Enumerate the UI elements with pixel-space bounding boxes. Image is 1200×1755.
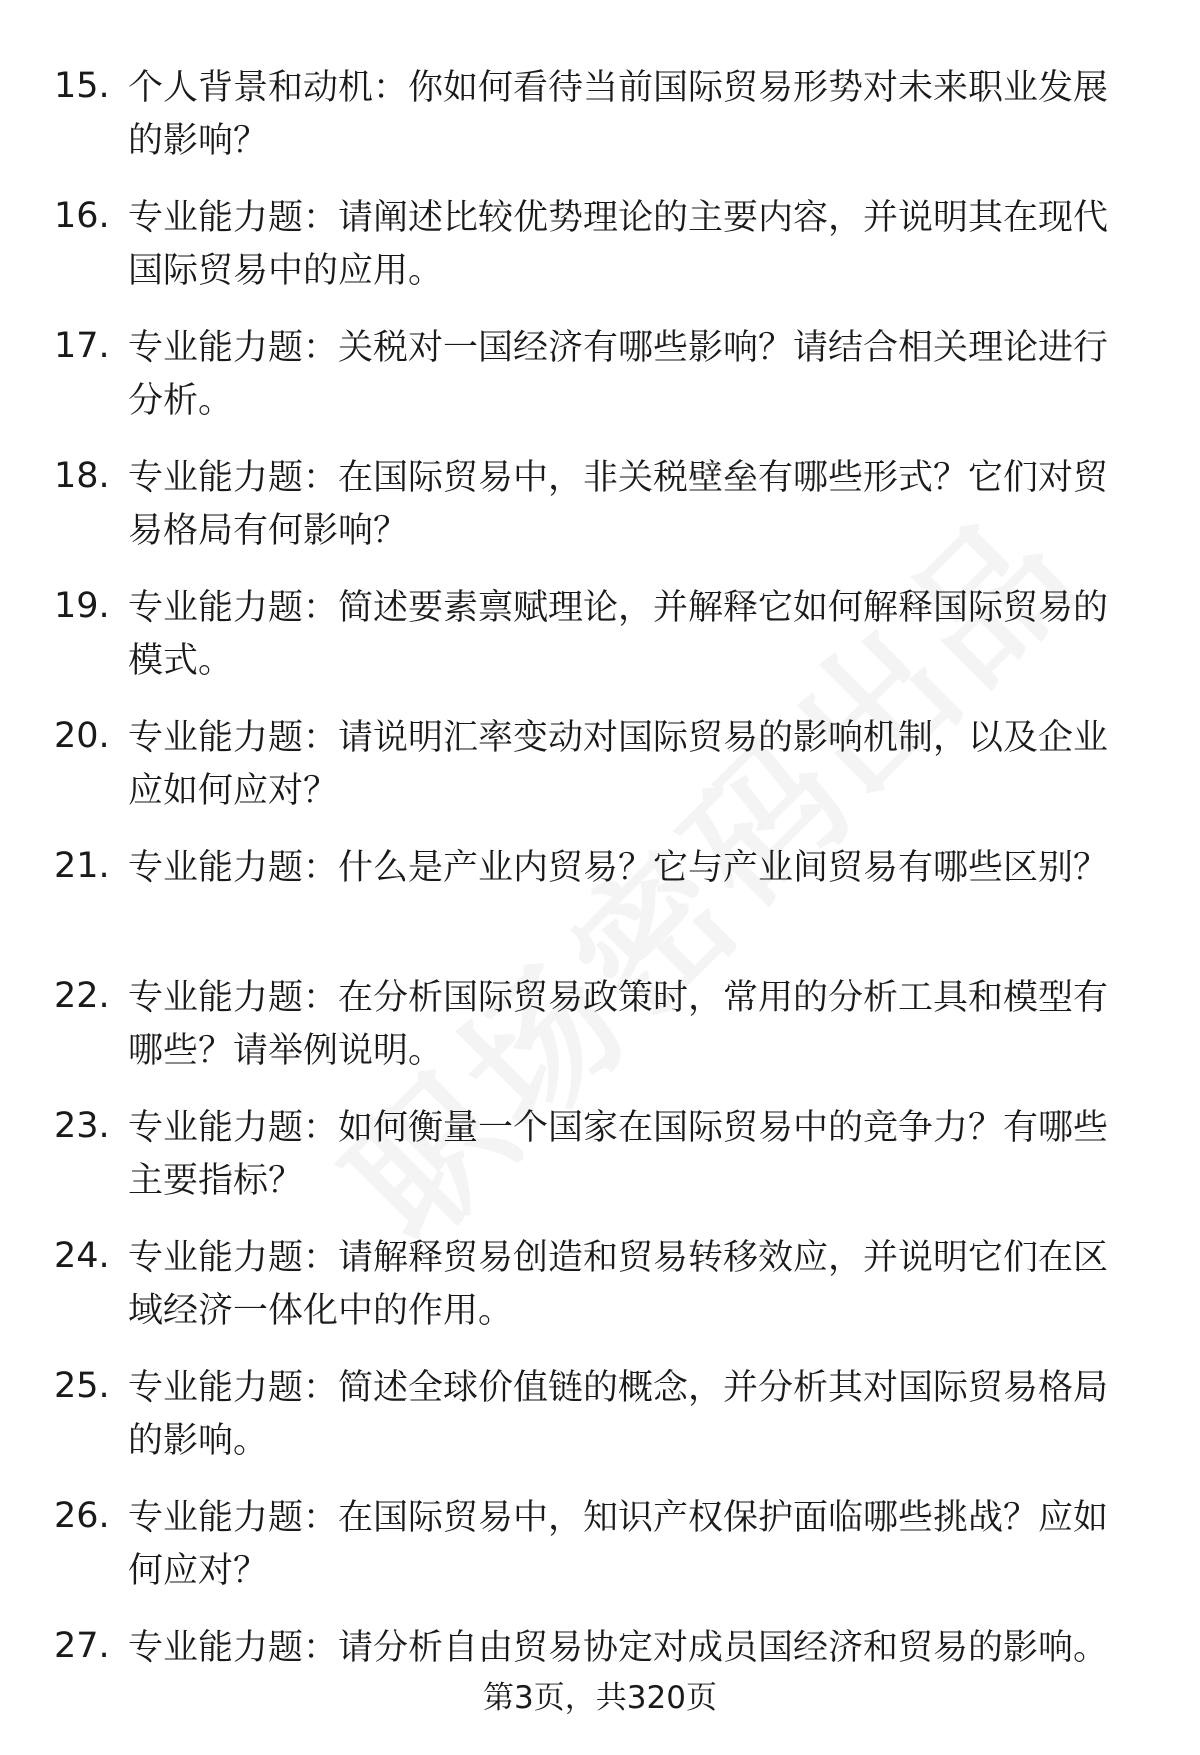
question-text: 专业能力题：简述全球价值链的概念，并分析其对国际贸易格局的影响。 — [128, 1368, 1109, 1461]
question-item — [0, 182, 1200, 312]
question-text: 专业能力题：请阐述比较优势理论的主要内容，并说明其在现代国际贸易中的应用。 — [128, 198, 1109, 291]
question-item — [0, 832, 1200, 962]
question-item — [0, 1612, 1200, 1742]
question-number: 16. — [54, 196, 110, 236]
question-item — [0, 312, 1200, 442]
question-number: 26. — [54, 1496, 110, 1536]
question-item — [0, 702, 1200, 832]
question-item — [0, 572, 1200, 702]
question-list — [0, 52, 1200, 1742]
question-number: 21. — [54, 846, 110, 886]
question-text: 专业能力题：什么是产业内贸易？它与产业间贸易有哪些区别？ — [128, 848, 1109, 888]
question-number: 18. — [54, 456, 110, 496]
question-number: 25. — [54, 1366, 110, 1406]
question-number: 23. — [54, 1106, 110, 1146]
question-text: 专业能力题：在分析国际贸易政策时，常用的分析工具和模型有哪些？请举例说明。 — [128, 978, 1109, 1071]
question-item — [0, 1092, 1200, 1222]
question-number: 24. — [54, 1236, 110, 1276]
question-number: 20. — [54, 716, 110, 756]
question-text: 专业能力题：在国际贸易中，非关税壁垒有哪些形式？它们对贸易格局有何影响？ — [128, 458, 1109, 551]
question-item — [0, 52, 1200, 182]
question-text: 专业能力题：关税对一国经济有哪些影响？请结合相关理论进行分析。 — [128, 328, 1109, 421]
question-text: 个人背景和动机：你如何看待当前国际贸易形势对未来职业发展的影响？ — [128, 68, 1109, 161]
question-text: 专业能力题：请分析自由贸易协定对成员国经济和贸易的影响。 — [128, 1628, 1109, 1668]
question-item — [0, 1482, 1200, 1612]
question-text: 专业能力题：在国际贸易中，知识产权保护面临哪些挑战？应如何应对？ — [128, 1498, 1109, 1591]
question-number: 17. — [54, 326, 110, 366]
question-number: 19. — [54, 586, 110, 626]
question-number: 15. — [54, 66, 110, 106]
question-item — [0, 962, 1200, 1092]
question-item — [0, 1222, 1200, 1352]
question-text: 专业能力题：请解释贸易创造和贸易转移效应，并说明它们在区域经济一体化中的作用。 — [128, 1238, 1109, 1331]
question-text: 专业能力题：如何衡量一个国家在国际贸易中的竞争力？有哪些主要指标？ — [128, 1108, 1109, 1201]
page-number-footer: 第3页，共320页 — [483, 1680, 717, 1716]
question-number: 22. — [54, 976, 110, 1016]
question-text: 专业能力题：简述要素禀赋理论，并解释它如何解释国际贸易的模式。 — [128, 588, 1109, 681]
question-number: 27. — [54, 1626, 110, 1666]
question-item — [0, 1352, 1200, 1482]
question-item — [0, 442, 1200, 572]
question-text: 专业能力题：请说明汇率变动对国际贸易的影响机制，以及企业应如何应对？ — [128, 718, 1109, 811]
